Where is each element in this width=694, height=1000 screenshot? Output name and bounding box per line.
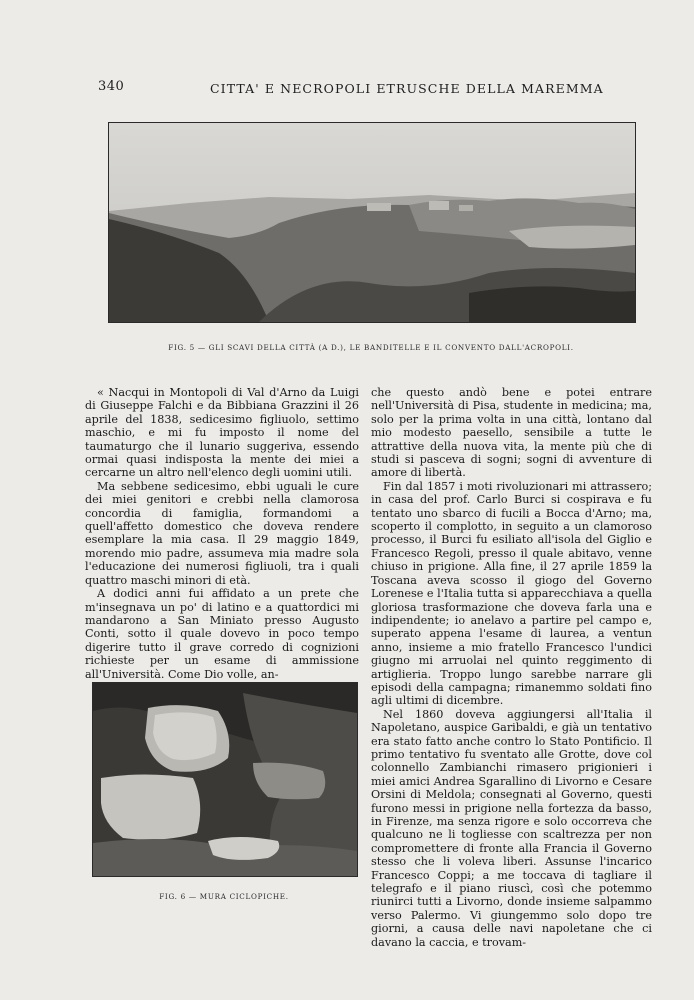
figure-5-photo [108, 122, 636, 323]
running-title: CITTA' E NECROPOLI ETRUSCHE DELLA MAREMMA [210, 81, 604, 96]
left-paragraph-1: « Nacqui in Montopoli di Val d'Arno da Luigi di Giuseppe Falchi e da Bibbiana Grazzini il 26 aprile del 1838, sedicesimo figliuolo, settimo maschio, e mi fu imposto il nome del taumaturgo che il lunario suggeriva, essendo ormai quasi indisposta la mente dei miei a cercarne un altro nell'elenco degli uomini utili. [85, 386, 359, 480]
left-paragraph-2: Ma sebbene sedicesimo, ebbi uguali le cure dei miei genitori e crebbi nella clamorosa concordia di famiglia, formandomi a quell'affetto domestico che doveva rendere esemplare la mia casa. Il 29 maggio 1849, morendo mio padre, assumeva mia madre sola l'educazione dei numerosi figliuoli, tra i quali quattro maschi minori di età. [85, 479, 359, 587]
figure-6-caption: FIG. 6 — MURA CICLOPICHE. [159, 892, 289, 901]
right-paragraph-2: Fin dal 1857 i moti rivoluzionari mi attrassero; in casa del prof. Carlo Burci si cospirava e fu tentato uno sbarco di fucili a Bocca d'Arno; ma, scoperto il complotto, in seguito a un clamoroso processo, il Burci fu esiliato all'isola del Giglio e Francesco Regoli, presso il quale abitavo, venne chiuso in prigione. Alla fine, il 27 aprile 1859 la Toscana aveva scosso il giogo del Governo Lorenese e l'Italia tutta si apparecchiava a quella gloriosa trasformazione che doveva farla una e indipendente; io anelavo a partire pel campo e, superato appena l'esame di laurea, a ventun anno, insieme a mio fratello Francesco l'undici giugno mi arruolai nel quinto reggimento di artiglieria. Troppo lungo sarebbe narrare gli episodi della campagna; rimanemmo soldati fino agli ultimi di dicembre. [371, 479, 652, 708]
right-paragraph-3: Nel 1860 doveva aggiungersi all'Italia il Napoletano, auspice Garibaldi, e già un tentativo era stato fatto anche contro lo Stato Pontificio. Il primo tentativo fu sventato alle Grotte, dove col colonnello Zambianchi rimasero prigionieri i miei amici Andrea Sgarallino di Livorno e Cesare Orsini di Meldola; consegnati al Governo, questi furono messi in prigione nella fortezza da basso, in Firenze, ma senza rigore e solo occorreva che qualcuno ne li togliesse con scaltrezza per non compromettere di fronte alla Francia il Governo stesso che li voleva liberi. Assunse l'incarico Francesco Coppi; a me toccava di tagliare il telegrafo e il piano riuscì, così che potemmo riunirci tutti a Livorno, donde insieme salpammo verso Palermo. Vi giungemmo solo dopo tre giorni, a causa delle navi napoletane che ci davano la caccia, e trovam- [371, 707, 652, 949]
left-paragraph-3: A dodici anni fui affidato a un prete che m'insegnava un po' di latino e a quattordici mi mandarono a San Miniato presso Augusto Conti, sotto il quale dovevo in poco tempo digerire tutto il grave corredo di cognizioni richieste per un esame di ammissione all'Università. Come Dio volle, an- [85, 587, 359, 681]
right-column [371, 386, 652, 949]
figure-6-photo [92, 682, 358, 877]
figure-5-caption: FIG. 5 — GLI SCAVI DELLA CITTÀ (A D.), LE BANDITELLE E IL CONVENTO DALL'ACROPOLI. [168, 343, 574, 352]
left-column [85, 386, 359, 681]
page-number: 340 [98, 79, 125, 94]
right-paragraph-1: che questo andò bene e potei entrare nell'Università di Pisa, studente in medicina; ma, solo per la prima volta in una città, lontano dal mio modesto paesello, sensibile a tutte le attrattive della nuova vita, la mente più che di studi si pasceva di sogni; sogni di avventure di amore di libertà. [371, 386, 652, 480]
